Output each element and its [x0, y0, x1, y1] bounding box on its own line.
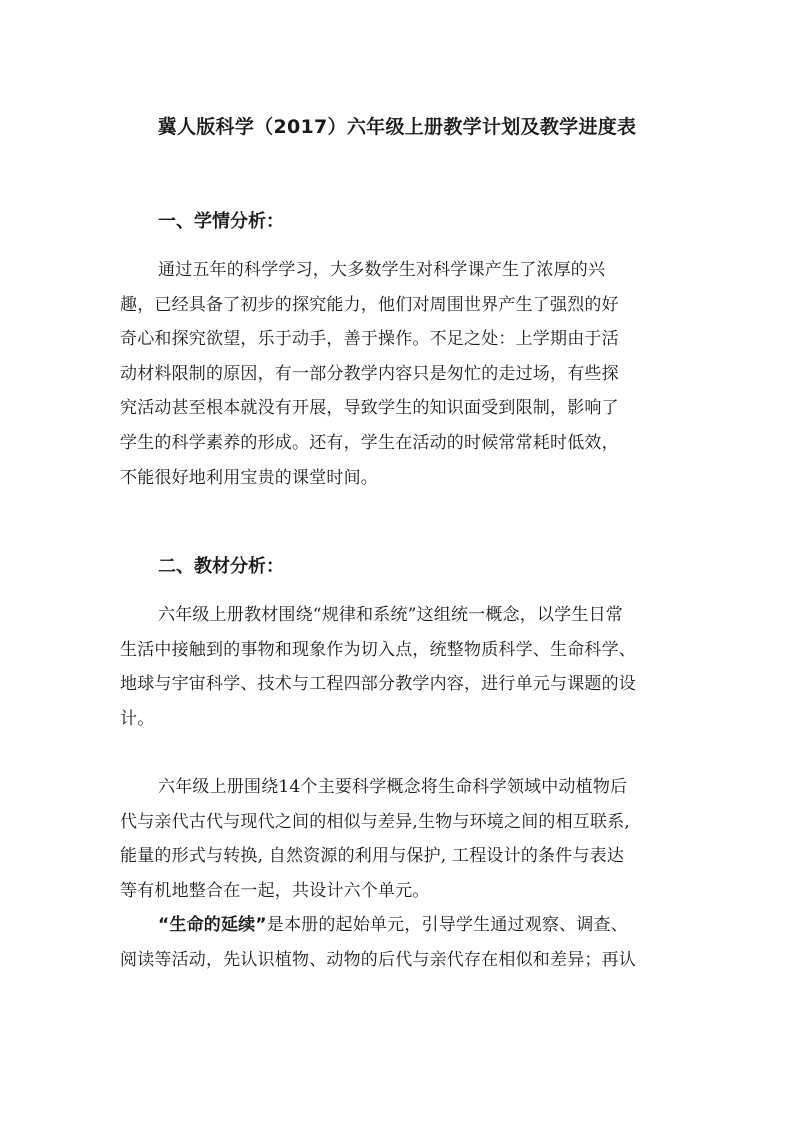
paragraph-line: 六年级上册教材围绕“规律和系统”这组统一概念，以学生日常: [158, 605, 623, 625]
paragraph-line: 不能很好地利用宝贵的课堂时间。: [120, 467, 378, 488]
paragraph-line: 奇心和探究欲望，乐于动手，善于操作。不足之处：上学期由于活: [120, 329, 619, 350]
paragraph-unit-life-continuation: [120, 908, 696, 977]
paragraph-line: 地球与宇宙科学、技术与工程四部分教学内容，进行单元与课题的设: [120, 674, 636, 695]
paragraph-student-analysis: [120, 253, 696, 495]
paragraph-line: 代与亲代古代与现代之间的相似与差异,生物与环境之间的相互联系,: [120, 811, 631, 832]
paragraph-line: 学生的科学素养的形成。还有，学生在活动的时候常常耗时低效，: [120, 432, 619, 453]
paragraph-line: 计。: [120, 708, 155, 729]
unit-name-bold: “生命的延续”: [158, 915, 267, 935]
paragraph-line: 阅读等活动，先认识植物、动物的后代与亲代存在相似和差异；再认: [120, 949, 636, 970]
paragraph-line: [120, 908, 696, 943]
paragraph-line: 能量的形式与转换, 自然资源的利用与保护, 工程设计的条件与表达: [120, 846, 625, 867]
section-heading-textbook-analysis: 二、教材分析：: [158, 556, 284, 577]
paragraph-line: 动材料限制的原因，有一部分教学内容只是匆忙的走过场，有些探: [120, 363, 619, 384]
section-heading-student-analysis: 一、学情分析：: [158, 211, 284, 232]
paragraph-line: 等有机地整合在一起，共设计六个单元。: [120, 880, 430, 901]
paragraph-line: 生活中接触到的事物和现象作为切入点，统整物质科学、生命科学、: [120, 639, 636, 660]
paragraph-line: 趣，已经具备了初步的探究能力，他们对周围世界产生了强烈的好: [120, 294, 619, 315]
paragraph-line: 通过五年的科学学习，大多数学生对科学课产生了浓厚的兴: [158, 260, 606, 280]
paragraph-line: 六年级上册围绕14个主要科学概念将生命科学领域中动植物后: [158, 777, 628, 797]
paragraph-line: 究活动甚至根本就没有开展，导致学生的知识面受到限制，影响了: [120, 398, 619, 419]
paragraph-line-text: 是本册的起始单元，引导学生通过观察、调查、: [266, 915, 628, 935]
paragraph-textbook-overview: [120, 598, 696, 736]
paragraph-core-concepts: [120, 770, 696, 908]
document-title: 冀人版科学（2017）六年级上册教学计划及教学进度表: [157, 116, 637, 138]
